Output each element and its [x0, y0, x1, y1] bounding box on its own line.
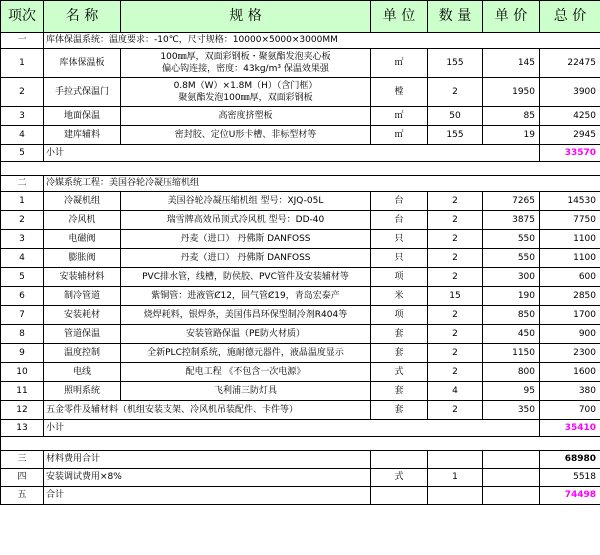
section-title-row	[1, 33, 600, 49]
item-spec	[121, 363, 371, 382]
item-unit: 套	[371, 382, 428, 401]
table-row	[1, 107, 600, 126]
summary-number: 五	[1, 487, 44, 505]
summary-label: 合计	[44, 487, 371, 505]
item-total: 1100	[540, 249, 600, 268]
summary-unit	[371, 451, 428, 469]
item-unit: 台	[371, 211, 428, 230]
item-name: 地面保温	[44, 107, 121, 126]
item-number: 1	[1, 192, 44, 211]
item-unit: 项	[371, 268, 428, 287]
summary-unit	[371, 487, 428, 505]
summary-total: 74498	[540, 487, 600, 505]
item-total: 2945	[540, 126, 600, 145]
item-spec	[121, 325, 371, 344]
table-row	[1, 325, 600, 344]
table-row	[1, 401, 600, 420]
summary-number: 四	[1, 469, 44, 487]
item-name: 安装耗材	[44, 306, 121, 325]
spacer	[1, 437, 600, 451]
section-title: 冷媒系统工程：美国谷轮冷凝压缩机组	[44, 176, 600, 192]
summary-label: 安装调试费用×8%	[44, 469, 371, 487]
item-unit: 套	[371, 325, 428, 344]
section-title: 库体保温系统：温度要求：-10℃，尺寸规格：10000×5000×3000MM	[44, 33, 600, 49]
item-spec	[121, 192, 371, 211]
item-unit: 樘	[371, 78, 428, 107]
item-unit: 套	[371, 401, 428, 420]
table-row	[1, 363, 600, 382]
item-spec	[121, 344, 371, 363]
item-spec	[121, 126, 371, 145]
spec-line: 0.8M（W）×1.8M（H）（含门框）	[173, 81, 318, 91]
item-price: 300	[483, 268, 540, 287]
table-row	[1, 49, 600, 78]
summary-number: 三	[1, 451, 44, 469]
item-qty: 4	[428, 382, 483, 401]
item-number: 8	[1, 325, 44, 344]
item-qty: 2	[428, 306, 483, 325]
item-qty: 50	[428, 107, 483, 126]
spec-line: 高密度挤塑板	[218, 111, 273, 121]
table-row	[1, 211, 600, 230]
header-cell: 单 价	[483, 1, 540, 33]
item-spec	[121, 287, 371, 306]
item-spec	[121, 382, 371, 401]
item-price: 85	[483, 107, 540, 126]
spec-line: 丹麦（进口） 丹佛斯 DANFOSS	[180, 253, 311, 263]
summary-qty	[428, 451, 483, 469]
summary-total: 68980	[540, 451, 600, 469]
item-price: 7265	[483, 192, 540, 211]
item-number: 1	[1, 49, 44, 78]
subtotal-value: 33570	[540, 145, 600, 162]
item-price: 190	[483, 287, 540, 306]
spec-line: 配电工程 《不包含一次电源》	[185, 367, 306, 377]
item-name: 膨胀阀	[44, 249, 121, 268]
table-row	[1, 306, 600, 325]
subtotal-label: 小计	[44, 145, 540, 162]
item-number: 9	[1, 344, 44, 363]
blank-row	[1, 162, 600, 176]
item-total: 380	[540, 382, 600, 401]
item-unit: ㎡	[371, 49, 428, 78]
item-price: 350	[483, 401, 540, 420]
summary-total: 5518	[540, 469, 600, 487]
item-number: 11	[1, 382, 44, 401]
table-row	[1, 78, 600, 107]
table-row	[1, 192, 600, 211]
item-number: 7	[1, 306, 44, 325]
item-name: 电磁阀	[44, 230, 121, 249]
spec-line: 烧焊耗料，银焊条，美国伟昌环保型制冷剂R404等	[143, 310, 348, 320]
item-unit: 台	[371, 192, 428, 211]
item-unit: 项	[371, 306, 428, 325]
summary-row	[1, 469, 600, 487]
table-row	[1, 230, 600, 249]
header-cell: 单 位	[371, 1, 428, 33]
item-name: 照明系统	[44, 382, 121, 401]
item-number: 2	[1, 211, 44, 230]
table-row	[1, 287, 600, 306]
header-cell: 名 称	[44, 1, 121, 33]
item-number: 2	[1, 78, 44, 107]
subtotal-row	[1, 145, 600, 162]
item-qty: 15	[428, 287, 483, 306]
header-row	[1, 1, 600, 33]
item-qty: 155	[428, 126, 483, 145]
summary-price	[483, 487, 540, 505]
subtotal-label: 小计	[44, 420, 540, 437]
item-price: 1950	[483, 78, 540, 107]
spec-line: 偏心钩连接，密度：43kg/m³ 保温效果强	[162, 64, 329, 74]
section-number: 二	[1, 176, 44, 192]
item-price: 550	[483, 249, 540, 268]
item-name: 手拉式保温门	[44, 78, 121, 107]
item-number: 4	[1, 249, 44, 268]
item-unit: 只	[371, 249, 428, 268]
subtotal-number: 13	[1, 420, 44, 437]
item-total: 900	[540, 325, 600, 344]
spec-line: 丹麦（进口） 丹佛斯 DANFOSS	[180, 234, 311, 244]
item-number: 5	[1, 268, 44, 287]
item-spec	[121, 211, 371, 230]
item-qty: 2	[428, 230, 483, 249]
item-number: 12	[1, 401, 44, 420]
item-qty: 2	[428, 325, 483, 344]
item-qty: 2	[428, 268, 483, 287]
spec-line: 安装管路保温（PE防火材质）	[185, 329, 306, 339]
item-price: 3875	[483, 211, 540, 230]
item-total: 4250	[540, 107, 600, 126]
item-name: 库体保温板	[44, 49, 121, 78]
table-row	[1, 268, 600, 287]
item-name: 温度控制	[44, 344, 121, 363]
spec-line: 紫铜管：进液管Ȼ12，回气管Ȼ19，青岛宏泰产	[151, 291, 340, 301]
item-total: 2300	[540, 344, 600, 363]
item-name: 制冷管道	[44, 287, 121, 306]
item-unit: ㎡	[371, 126, 428, 145]
item-total: 3900	[540, 78, 600, 107]
item-name: 建库辅料	[44, 126, 121, 145]
item-spec	[121, 249, 371, 268]
spec-line: 100㎜厚，双面彩钢板・聚氨酯发泡夹心板	[160, 52, 331, 62]
spec-line: 美国谷轮冷凝压缩机组 型号：XJQ-05L	[167, 196, 324, 206]
item-spec	[121, 306, 371, 325]
item-number: 3	[1, 107, 44, 126]
subtotal-number: 5	[1, 145, 44, 162]
item-price: 95	[483, 382, 540, 401]
item-price: 800	[483, 363, 540, 382]
item-qty: 2	[428, 249, 483, 268]
item-qty: 2	[428, 401, 483, 420]
spacer	[1, 162, 600, 176]
item-spec	[121, 78, 371, 107]
spec-line: 全新PLC控制系统，施耐德元器件，液晶温度显示	[147, 348, 344, 358]
item-qty: 2	[428, 211, 483, 230]
item-total: 22475	[540, 49, 600, 78]
item-total: 14530	[540, 192, 600, 211]
table-row	[1, 249, 600, 268]
item-qty: 2	[428, 363, 483, 382]
item-price: 1150	[483, 344, 540, 363]
item-unit: ㎡	[371, 107, 428, 126]
header-cell: 数 量	[428, 1, 483, 33]
item-qty: 155	[428, 49, 483, 78]
item-name: 管道保温	[44, 325, 121, 344]
summary-label: 材料费用合计	[44, 451, 371, 469]
item-total: 7750	[540, 211, 600, 230]
item-name: 安装辅材料	[44, 268, 121, 287]
item-qty: 2	[428, 192, 483, 211]
section-number: 一	[1, 33, 44, 49]
item-unit: 米	[371, 287, 428, 306]
item-price: 19	[483, 126, 540, 145]
item-price: 850	[483, 306, 540, 325]
subtotal-row	[1, 420, 600, 437]
item-description: 五金零件及辅材料（机组安装支架、冷风机吊装配件、卡件等）	[44, 401, 371, 420]
item-total: 1100	[540, 230, 600, 249]
item-total: 700	[540, 401, 600, 420]
summary-row	[1, 487, 600, 505]
summary-qty: 1	[428, 469, 483, 487]
item-number: 3	[1, 230, 44, 249]
summary-qty	[428, 487, 483, 505]
item-spec	[121, 49, 371, 78]
subtotal-value: 35410	[540, 420, 600, 437]
item-price: 550	[483, 230, 540, 249]
item-price: 450	[483, 325, 540, 344]
item-name: 冷风机	[44, 211, 121, 230]
header-cell: 总 价	[540, 1, 600, 33]
item-qty: 2	[428, 78, 483, 107]
item-unit: 只	[371, 230, 428, 249]
section-title-row	[1, 176, 600, 192]
summary-unit: 式	[371, 469, 428, 487]
item-name: 电线	[44, 363, 121, 382]
table-row	[1, 126, 600, 145]
item-spec	[121, 230, 371, 249]
item-unit: 式	[371, 363, 428, 382]
item-total: 2850	[540, 287, 600, 306]
item-number: 10	[1, 363, 44, 382]
item-qty: 2	[428, 344, 483, 363]
item-number: 4	[1, 126, 44, 145]
spec-line: 飞利浦三防灯具	[213, 386, 277, 396]
item-name: 冷凝机组	[44, 192, 121, 211]
item-number: 6	[1, 287, 44, 306]
item-total: 1700	[540, 306, 600, 325]
summary-price	[483, 451, 540, 469]
item-price: 145	[483, 49, 540, 78]
spec-line: PVC排水管，线槽，防侯胶、PVC管件及安装辅材等	[142, 272, 349, 282]
summary-row	[1, 451, 600, 469]
item-unit: 套	[371, 344, 428, 363]
blank-row	[1, 437, 600, 451]
item-spec	[121, 268, 371, 287]
header-cell: 项次	[1, 1, 44, 33]
header-cell: 规 格	[121, 1, 371, 33]
summary-price	[483, 469, 540, 487]
spec-line: 密封胶、定位U形卡槽、非标型材等	[174, 130, 317, 140]
table-row	[1, 382, 600, 401]
item-total: 1600	[540, 363, 600, 382]
spec-line: 聚氨酯发泡100㎜厚，双面彩钢板	[178, 93, 313, 103]
table-row	[1, 344, 600, 363]
item-spec	[121, 107, 371, 126]
spec-line: 瑞雪牌高效吊顶式冷风机 型号：DD-40	[166, 215, 325, 225]
item-total: 600	[540, 268, 600, 287]
